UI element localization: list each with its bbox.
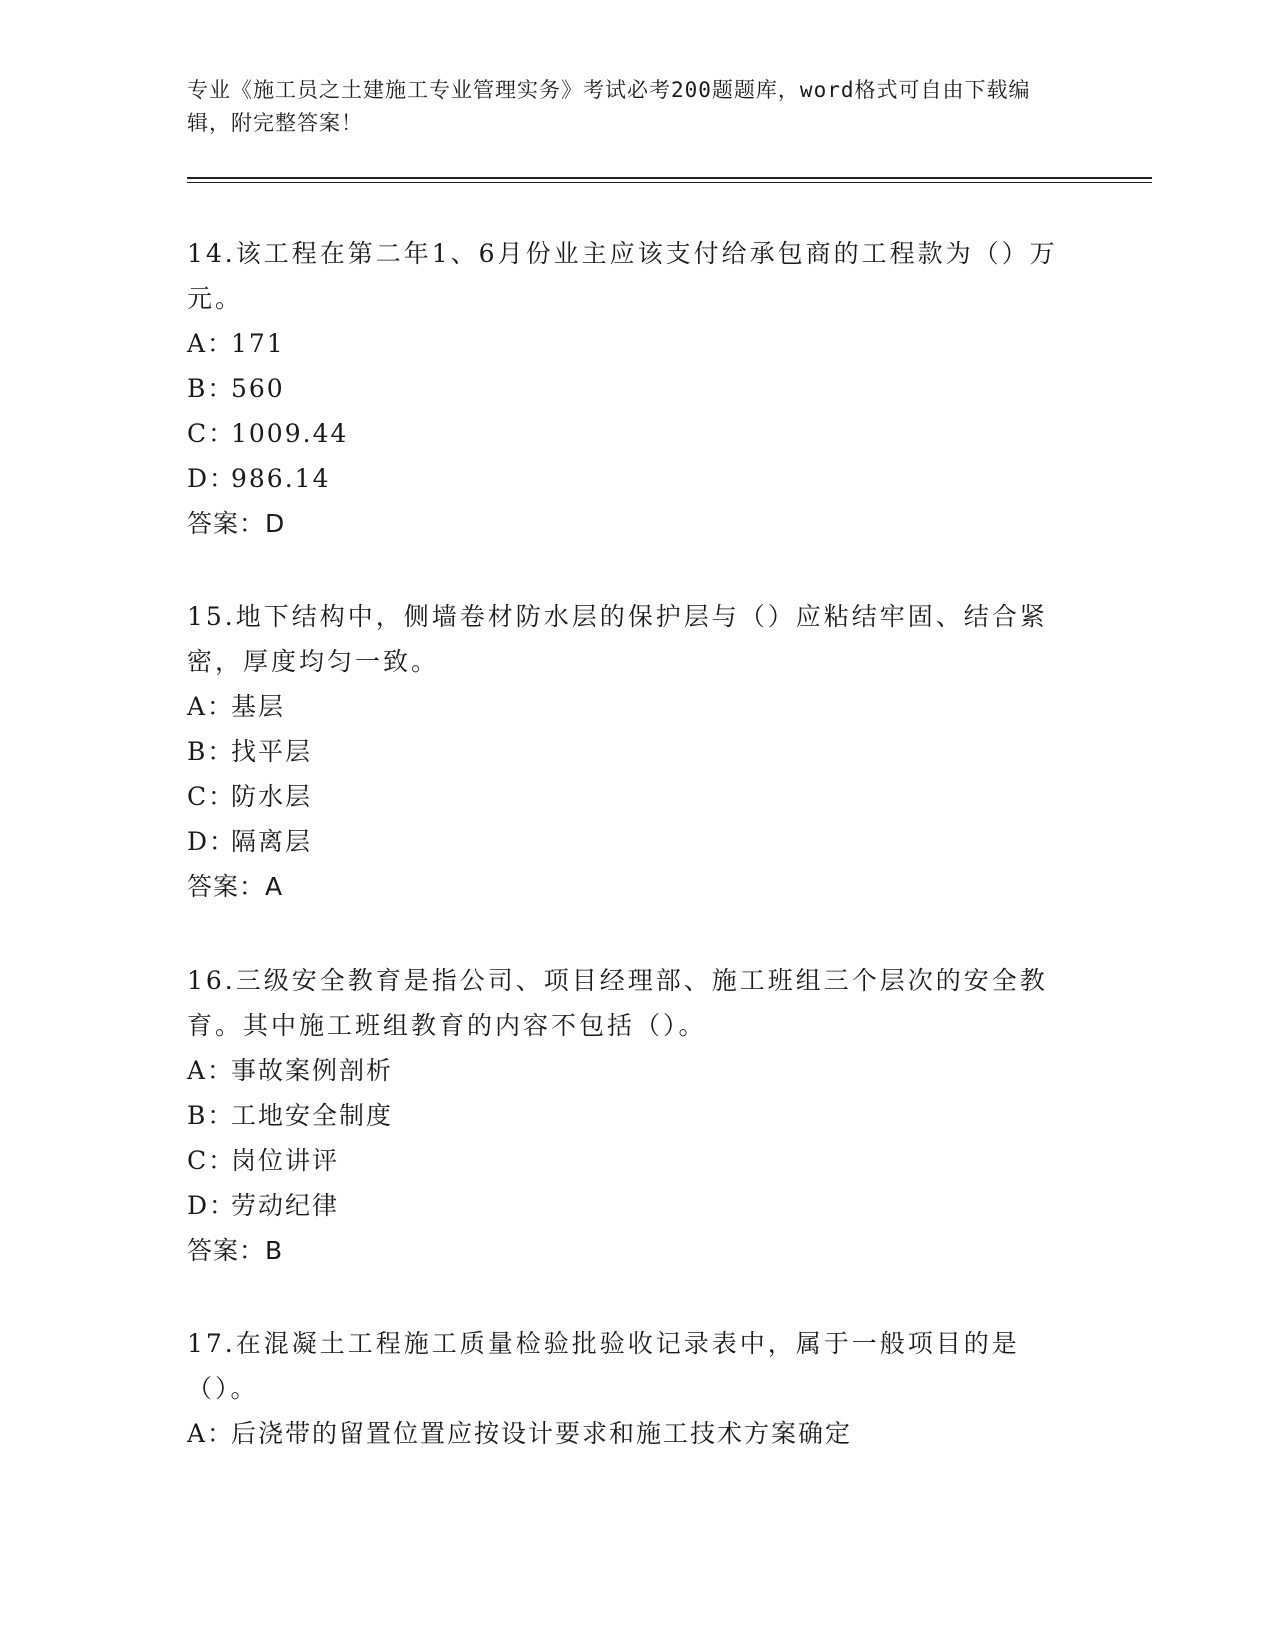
question-stem: 14.该工程在第二年1、6月份业主应该支付给承包商的工程款为（）万元。: [187, 239, 1058, 313]
option-a: [187, 321, 1087, 366]
option-b: [187, 729, 1087, 774]
option-text: 基层: [231, 692, 286, 721]
option-letter: A：: [187, 1056, 235, 1085]
option-text: 找平层: [231, 737, 313, 766]
option-d: [187, 456, 1087, 501]
option-a: [187, 1048, 1087, 1093]
option-text: 防水层: [231, 782, 313, 811]
option-letter: D：: [187, 1191, 237, 1220]
document-header: 专业《施工员之土建施工专业管理实务》考试必考200题题库，word格式可自由下载编辑，附完整答案！: [187, 78, 1031, 135]
option-text: 171: [231, 329, 285, 358]
option-c: [187, 774, 1087, 819]
question-17: [187, 1321, 1087, 1456]
option-letter: C：: [187, 1146, 236, 1175]
option-a: [187, 684, 1087, 729]
option-letter: A：: [187, 692, 235, 721]
option-letter: A：: [187, 1419, 235, 1448]
header-divider-thick: [187, 177, 1152, 179]
option-c: [187, 1138, 1087, 1183]
option-a: [187, 1411, 1087, 1456]
option-d: [187, 819, 1087, 864]
option-letter: D：: [187, 827, 237, 856]
option-text: 1009.44: [231, 419, 349, 448]
option-text: 工地安全制度: [231, 1101, 394, 1130]
question-stem: 15.地下结构中，侧墙卷材防水层的保护层与（）应粘结牢固、结合紧密，厚度均匀一致。: [187, 602, 1048, 676]
option-c: [187, 411, 1087, 456]
question-stem: 16.三级安全教育是指公司、项目经理部、施工班组三个层次的安全教育。其中施工班组教育的内容不包括（）。: [187, 966, 1048, 1040]
question-stem: 17.在混凝土工程施工质量检验批验收记录表中，属于一般项目的是（）。: [187, 1329, 1020, 1403]
option-text: 事故案例剖析: [231, 1056, 394, 1085]
option-text: 后浇带的留置位置应按设计要求和施工技术方案确定: [231, 1419, 853, 1448]
question-14: [187, 231, 1087, 546]
question-16: [187, 958, 1087, 1273]
option-letter: B：: [187, 374, 235, 403]
answer: 答案：D: [187, 509, 286, 538]
option-d: [187, 1183, 1087, 1228]
header-divider-thin: [187, 182, 1152, 183]
option-letter: A：: [187, 329, 235, 358]
answer: 答案：A: [187, 872, 284, 901]
option-text: 劳动纪律: [231, 1191, 340, 1220]
option-text: 986.14: [231, 464, 331, 493]
answer: 答案：B: [187, 1236, 284, 1265]
option-letter: C：: [187, 782, 236, 811]
option-letter: D：: [187, 464, 237, 493]
option-text: 隔离层: [231, 827, 313, 856]
option-letter: B：: [187, 1101, 235, 1130]
option-text: 岗位讲评: [231, 1146, 340, 1175]
question-15: [187, 594, 1087, 909]
option-b: [187, 1093, 1087, 1138]
option-text: 560: [231, 374, 285, 403]
option-letter: B：: [187, 737, 235, 766]
option-letter: C：: [187, 419, 236, 448]
option-b: [187, 366, 1087, 411]
